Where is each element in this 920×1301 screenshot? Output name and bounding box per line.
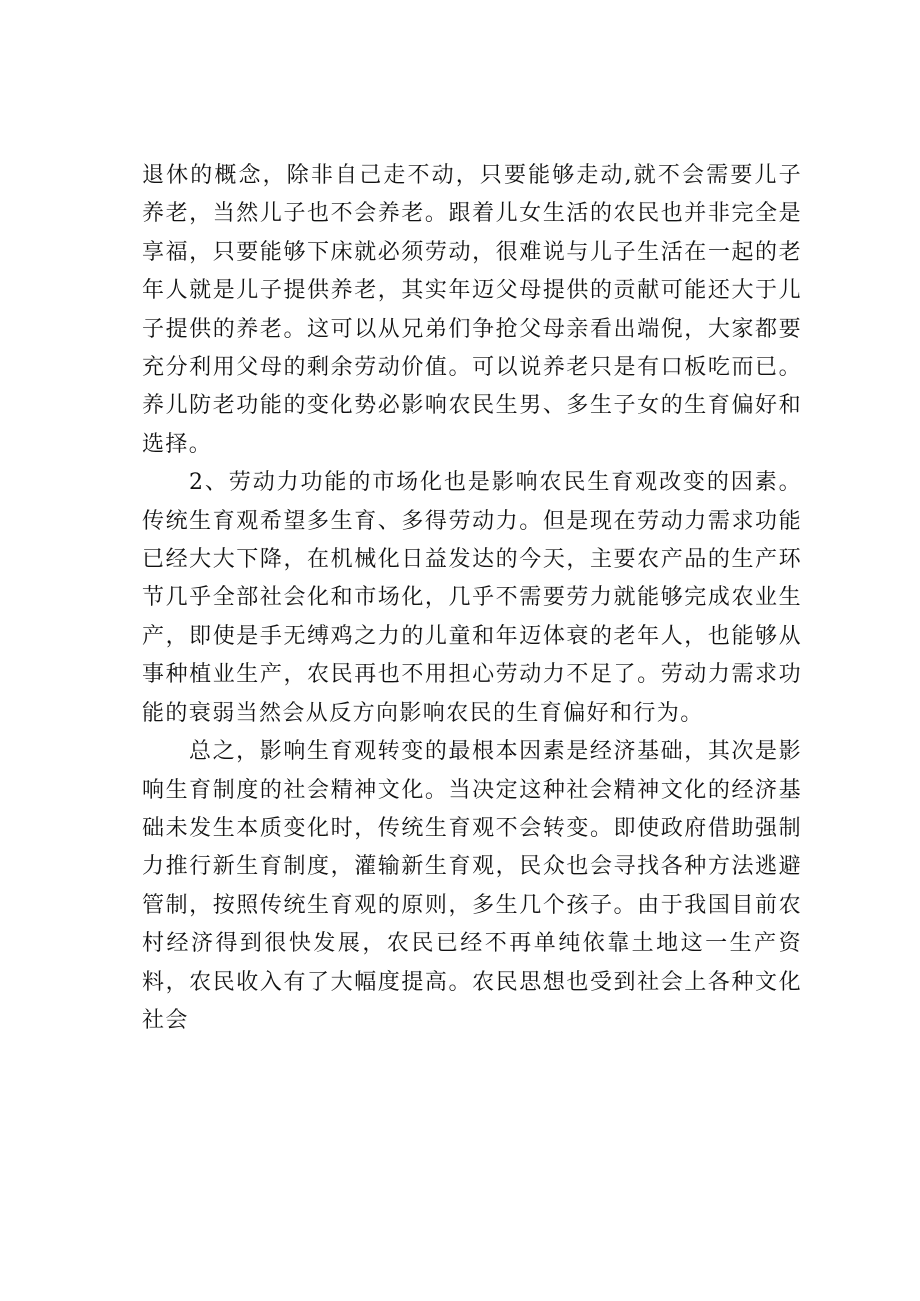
paragraph-continued: 退休的概念，除非自己走不动，只要能够走动,就不会需要儿子养老，当然儿子也不会养老。跟着儿女生活的农民也并非完全是享福，只要能够下床就必须劳动，很难说与儿子生活在一起的老年人就是儿子提供养老，其实年迈父母提供的贡献可能还大于儿子提供的养老。这可以从兄弟们争抢父母亲看出端倪，大家都要充分利用父母的剩余劳动价值。可以说养老只是有口板吃而已。养儿防老功能的变化势必影响农民生男、多生子女的生育偏好和选择。: [142, 163, 802, 457]
body-text: [142, 157, 802, 1040]
paragraph-labor-function: 2、劳动力功能的市场化也是影响农民生育观改变的因素。传统生育观希望多生育、多得劳动力。但是现在劳动力需求功能已经大大下降，在机械化日益发达的今天，主要农产品的生产环节几乎全部社会化和市场化，几乎不需要劳力就能够完成农业生产，即使是手无缚鸡之力的儿童和年迈体衰的老年人，也能够从事种植业生产，农民再也不用担心劳动力不足了。劳动力需求功能的衰弱当然会从反方向影响农民的生育偏好和行为。: [142, 470, 802, 726]
paragraph-conclusion: 总之，影响生育观转变的最根本因素是经济基础，其次是影响生育制度的社会精神文化。当决定这种社会精神文化的经济基础未发生本质变化时，传统生育观不会转变。即使政府借助强制力推行新生育制度，灌输新生育观，民众也会寻找各种方法逃避管制，按照传统生育观的原则，多生几个孩子。由于我国目前农村经济得到很快发展，农民已经不再单纯依靠土地这一生产资料，农民收入有了大幅度提高。农民思想也受到社会上各种文化社会: [142, 739, 802, 1033]
